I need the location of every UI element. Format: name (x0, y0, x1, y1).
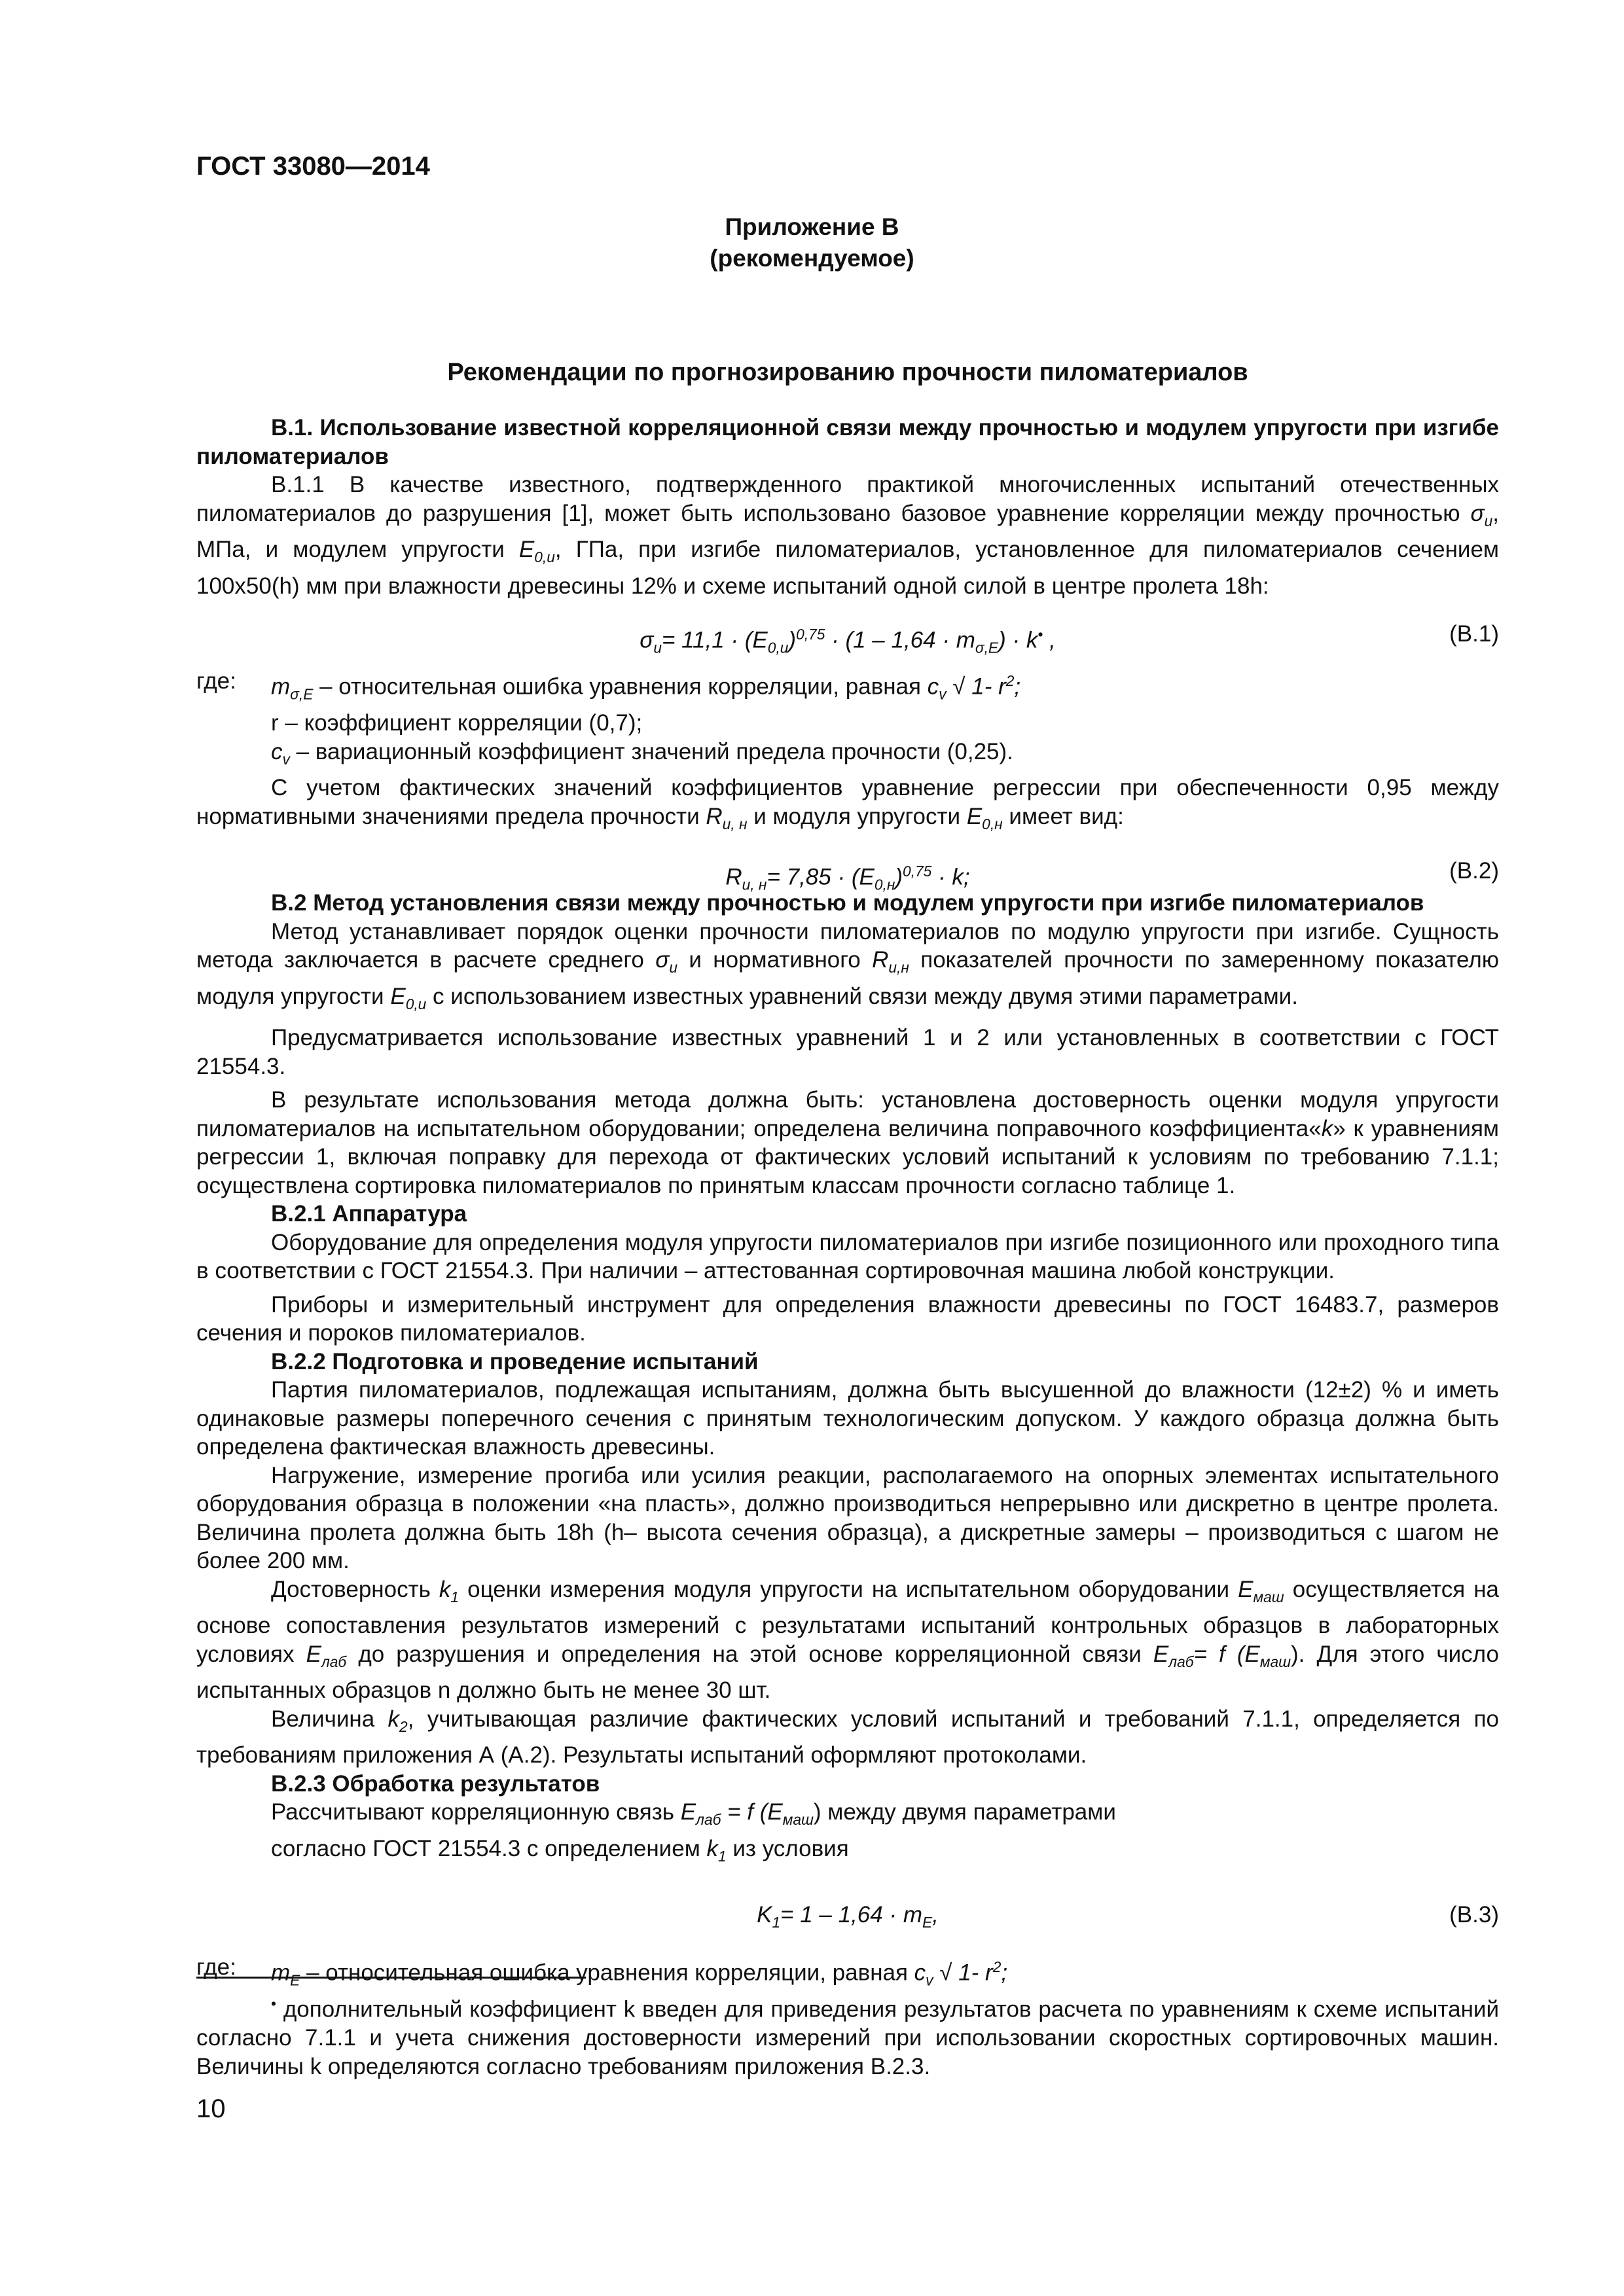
where-list-1 (196, 667, 1499, 774)
text-run: , учитывающая различие фактических условий испытаний и требований 7.1.1, определяется по требованиям приложения А (А.2). Результаты испытаний оформляют протоколами. (196, 1706, 1499, 1768)
symbol: E (390, 983, 406, 1009)
symbol: c (914, 1960, 926, 1986)
paragraph: Предусматривается использование известных уравнений 1 и 2 или установленных в соответствии с ГОСТ 21554.3. (196, 1025, 1499, 1079)
text-run: до разрушения и определения на этой основе корреляционной связи (346, 1641, 1142, 1667)
symbol: k (706, 1835, 718, 1861)
text-run: ) между двумя параметрами (813, 1799, 1116, 1825)
subscript: лаб (321, 1653, 347, 1670)
subscript: 0,u (534, 548, 555, 565)
subscript: v (282, 750, 290, 768)
formula-part: , (1043, 627, 1056, 653)
subscript: 0,н (874, 876, 895, 893)
text-run: осуществляется на основе сопоставления результатов измерений с результатами испытаний контрольных образцов в лабораторных условиях (196, 1576, 1499, 1667)
text-run: , МПа, и модулем упругости (196, 500, 1499, 562)
subscript: и, н (722, 815, 748, 833)
text-run: из условия (726, 1835, 849, 1861)
formula-part: , (932, 1902, 939, 1928)
subsection-heading-b22: В.2.2 Подготовка и проведение испытаний (271, 1348, 759, 1374)
symbol: c (927, 673, 939, 700)
paragraph: Приборы и измерительный инструмент для определения влажности древесины по ГОСТ 16483.7, размеров сечения и пороков пиломатериалов. (196, 1291, 1499, 1346)
text-run: Величина (271, 1706, 375, 1732)
symbol: m (271, 673, 291, 700)
text-run: – относительная ошибка уравнения корреляции, равная (313, 673, 928, 700)
subscript: 1 (772, 1914, 781, 1931)
subscript: E (922, 1914, 933, 1931)
formula-number: (В.3) (1449, 1902, 1499, 1928)
symbol: E (518, 537, 535, 562)
subscript: E (290, 1971, 300, 1989)
subscript: σ,E (975, 639, 999, 656)
subsection-heading-b23: В.2.3 Обработка результатов (271, 1770, 600, 1797)
text-run: = f ( (1193, 1641, 1245, 1667)
formula-part: · k; (931, 864, 970, 890)
section-heading-b2: В.2 Метод установления связи между прочностью и модулем упругости при изгибе пиломатериалов (271, 890, 1424, 916)
paragraph (196, 1835, 1499, 1871)
footnote-mark: • (1038, 626, 1043, 643)
symbol: R (725, 864, 742, 890)
where-item (271, 1953, 1499, 1995)
text-run: » к уравнениям регрессии 1, включая поправку для перехода от фактических условий испытаний к условиям по требованию 7.1.1; осуществлена сортировка пиломатериалов по принятым классам прочности согласно таблице 1. (196, 1115, 1499, 1198)
subsection-heading-b21: В.2.1 Аппаратура (271, 1201, 467, 1227)
formula-b2 (196, 852, 1499, 891)
appendix-status: (рекомендуемое) (710, 245, 914, 272)
where-item: r – коэффициент корреляции (0,7); (271, 710, 643, 736)
section-heading-b1: В.1. Использование известной корреляционной связи между прочностью и модулем упругости при изгибе пиломатериалов (196, 415, 1499, 469)
symbol: K (757, 1902, 772, 1928)
formula-part: = 11,1 · ( (661, 627, 753, 653)
where-label: где: (196, 668, 236, 694)
formula-part: = 7,85 · ( (767, 864, 859, 890)
text-run: имеет вид: (1002, 803, 1124, 829)
paragraph-regression (196, 774, 1499, 838)
text-run: √ 1- r (946, 673, 1006, 700)
where-item (271, 738, 1499, 774)
paragraph (196, 918, 1499, 1019)
formula-part: · (1 – 1,64 · (825, 627, 956, 653)
formula-b3 (196, 1895, 1499, 1935)
formula-part: ) · k (998, 627, 1038, 653)
where-label: где: (196, 1954, 236, 1980)
subscript: лаб (1168, 1653, 1194, 1670)
formula-part: ) (895, 864, 903, 890)
section-b2 (196, 889, 1499, 1995)
where-list-2 (196, 1953, 1499, 1995)
symbol: σ (655, 947, 670, 973)
exponent: 0,75 (903, 863, 932, 880)
formula-part: ) (788, 627, 797, 653)
symbol: E (1244, 1641, 1260, 1667)
symbol: k (388, 1706, 400, 1732)
text-run: В результате использования метода должна быть: установлена достоверность оценки модуля упругости пиломатериалов на испытательном оборудовании; определена величина поправочного коэффициента« (196, 1087, 1499, 1141)
footnote (196, 1990, 1499, 2081)
subscript: 2 (399, 1717, 408, 1735)
text-run: , ГПа, при изгибе пиломатериалов, установленное для пиломатериалов сечением 100х50(h) мм при влажности древесины 12% и схеме испытаний одной силой в центре пролета 18h: (196, 537, 1499, 599)
footnote-text: дополнительный коэффициент k введен для приведения результатов расчета по уравнениям к схеме испытаний согласно 7.1.1 и учета снижения достоверности измерений при использовании скоростных сортировочных машин. Величины k определяются согласно требованиям приложения В.2.3. (196, 1996, 1499, 2079)
text-run: Рассчитывают корреляционную связь (271, 1799, 675, 1825)
exponent: 2 (992, 1958, 1001, 1975)
text-run: С учетом фактических значений коэффициентов уравнение регрессии при обеспеченности 0,95 между нормативными значениями предела прочности (196, 775, 1499, 829)
symbol: k (1321, 1115, 1333, 1141)
symbol: E (767, 1799, 783, 1825)
formula-number: (В.2) (1449, 858, 1499, 884)
text-run: с использованием известных уравнений связи между двумя этими параметрами. (426, 983, 1298, 1009)
paragraph (196, 1705, 1499, 1770)
symbol: m (271, 1960, 291, 1986)
paragraph (196, 1575, 1499, 1705)
symbol: c (271, 738, 283, 764)
text-run: √ 1- r (933, 1960, 993, 1986)
text-run: показателей прочности по замеренному показателю модуля упругости (196, 947, 1500, 1009)
text-run: и нормативного (677, 947, 861, 973)
symbol: E (1238, 1576, 1254, 1602)
text-run: ; (1014, 673, 1021, 700)
subscript: 0,u (405, 995, 427, 1013)
text-run: ). Для этого число испытанных образцов n должно быть не менее 30 шт. (196, 1641, 1499, 1703)
text-run: и модуля упругости (747, 803, 961, 829)
symbol: E (752, 627, 768, 653)
subscript: и,н (888, 959, 909, 976)
paragraph-b11 (196, 471, 1499, 600)
exponent: 0,75 (796, 626, 825, 643)
formula-part: = 1 – 1,64 · m (780, 1902, 922, 1928)
text-run: согласно ГОСТ 21554.3 с определением (271, 1835, 700, 1861)
subscript: 1 (450, 1588, 460, 1605)
subscript: 1 (718, 1847, 727, 1865)
subscript: u (653, 639, 662, 656)
symbol: E (966, 803, 983, 829)
text-run: = f ( (721, 1799, 768, 1825)
footnote-mark: • (271, 1995, 276, 2012)
section-b1 (196, 414, 1499, 891)
text-run: Достоверность (271, 1576, 431, 1602)
appendix-label: Приложение В (725, 213, 899, 240)
symbol: R (706, 803, 723, 829)
subscript: σ,E (290, 685, 314, 703)
formula-number: (В.1) (1449, 621, 1499, 647)
page-number: 10 (196, 2094, 226, 2123)
symbol: R (872, 947, 889, 973)
symbol: σ (640, 627, 654, 653)
subscript: маш (782, 1811, 814, 1828)
text-run: В.1.1 В качестве известного, подтвержденного практикой многочисленных испытаний отечественных пиломатериалов до разрушения [1], может быть использовано базовое уравнение корреляции между прочностью (196, 472, 1499, 526)
text-run: – относительная ошибка уравнения корреляции, равная (300, 1960, 914, 1986)
paragraph: Нагружение, измерение прогиба или усилия реакции, располагаемого на опорных элементах испытательного оборудования образца в положении «на пласть», должно производиться непрерывно или дискретно в центре пролета. Величина пролета должна быть 18h (h– высота сечения образца), а дискретные замеры – производиться с шагом не более 200 мм. (196, 1462, 1499, 1573)
formula-b1 (196, 615, 1499, 654)
page-title: Рекомендации по прогнозированию прочности пиломатериалов (447, 359, 1248, 386)
exponent: 2 (1005, 672, 1015, 689)
paragraph (196, 1086, 1499, 1200)
where-item (271, 667, 1499, 709)
text-run: оценки измерения модуля упругости на испытательном оборудовании (459, 1576, 1230, 1602)
symbol: σ (1470, 500, 1485, 526)
symbol: m (956, 627, 975, 653)
text-run: Метод устанавливает порядок оценки прочности пиломатериалов по модулю упругости при изгибе. Сущность метода заключается в расчете среднего (196, 918, 1499, 973)
symbol: E (859, 864, 875, 890)
subscript: u (1484, 512, 1493, 529)
subscript: и, н (742, 876, 767, 893)
standard-number: ГОСТ 33080—2014 (196, 152, 430, 181)
symbol: k (439, 1576, 451, 1602)
paragraph: Партия пиломатериалов, подлежащая испытаниям, должна быть высушенной до влажности (12±2) % и иметь одинаковые размеры поперечного сечения с принятым технологическим допуском. У каждого образца должна быть определена фактическая влажность древесины. (196, 1377, 1499, 1460)
paragraph (196, 1798, 1499, 1835)
symbol: E (1153, 1641, 1169, 1667)
subscript: v (939, 685, 947, 703)
subscript: 0,н (982, 815, 1003, 833)
symbol: E (306, 1641, 321, 1667)
footnote-divider (196, 1977, 586, 1979)
subscript: лаб (696, 1811, 721, 1828)
paragraph: Оборудование для определения модуля упругости пиломатериалов при изгибе позиционного или проходного типа в соответствии с ГОСТ 21554.3. При наличии – аттестованная сортировочная машина любой конструкции. (196, 1229, 1499, 1283)
subscript: v (926, 1971, 933, 1989)
subscript: u (669, 959, 677, 976)
text-run: – вариационный коэффициент значений предела прочности (0,25). (289, 738, 1013, 764)
text-run: ; (1001, 1960, 1008, 1986)
subscript: маш (1259, 1653, 1291, 1670)
subscript: маш (1253, 1588, 1284, 1605)
symbol: E (680, 1799, 696, 1825)
subscript: 0,u (767, 639, 789, 656)
